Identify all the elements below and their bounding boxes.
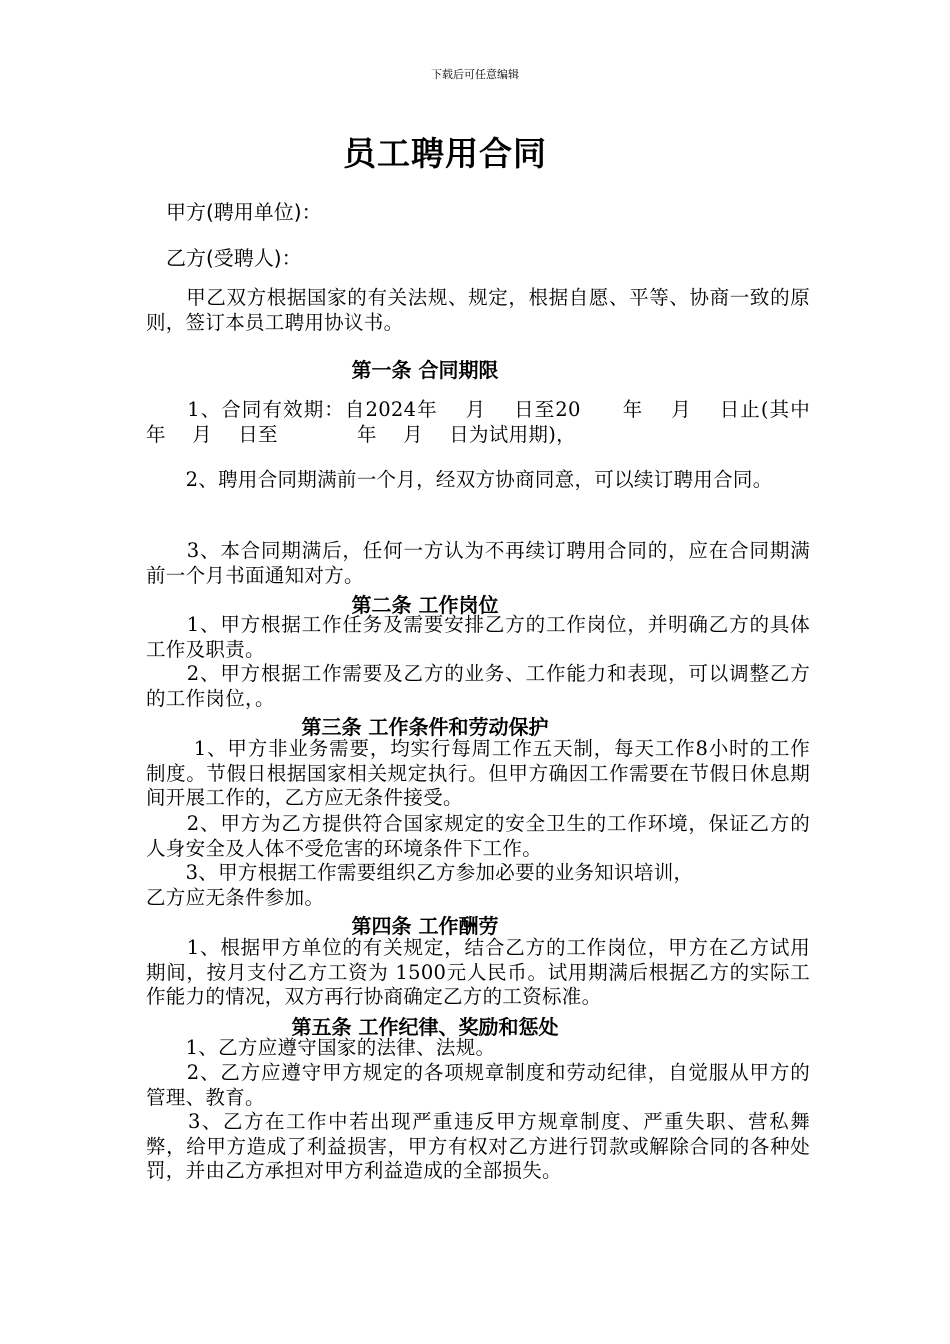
section-5-clause-3: 3、乙方在工作中若出现严重违反甲方规章制度、严重失职、营私舞弊，给甲方造成了利益损害，甲方有权对乙方进行罚款或解除合同的各种处罚，并由乙方承担对甲方利益造成的全部损失。: [146, 1110, 810, 1182]
section-2-title: 第二条 工作岗位: [351, 593, 499, 617]
party-b-line: 乙方(受聘人)：: [166, 246, 302, 270]
page-title: 员工聘用合同: [343, 134, 547, 173]
section-4-title: 第四条 工作酬劳: [351, 914, 499, 938]
section-3-clause-2: 2、甲方为乙方提供符合国家规定的安全卫生的工作环境，保证乙方的人身安全及人体不受危害的环境条件下工作。: [146, 812, 810, 860]
section-5-clause-2: 2、乙方应遵守甲方规定的各项规章制度和劳动纪律，自觉服从甲方的管理、教育。: [146, 1061, 810, 1109]
section-3-clause-3-cont: 乙方应无条件参加。: [146, 886, 325, 909]
section-1-clause-3: 3、本合同期满后，任何一方认为不再续订聘用合同的，应在合同期满前一个月书面通知对方。: [146, 539, 810, 587]
header-note: 下载后可任意编辑: [431, 68, 519, 81]
section-4-clause-1: 1、根据甲方单位的有关规定，结合乙方的工作岗位，甲方在乙方试用期间，按月支付乙方工资为 1500元人民币。试用期满后根据乙方的实际工作能力的情况，双方再行协商确定乙方的工资标准。: [146, 936, 810, 1008]
section-3-clause-3: 3、甲方根据工作需要组织乙方参加必要的业务知识培训，: [146, 861, 694, 884]
section-5-clause-1: 1、乙方应遵守国家的法律、法规。: [146, 1036, 496, 1059]
section-3-clause-1: 1、甲方非业务需要，均实行每周工作五天制，每天工作8小时的工作制度。节假日根据国家相关规定执行。但甲方确因工作需要在节假日休息期间开展工作的，乙方应无条件接受。: [146, 737, 810, 809]
section-2-clause-1: 1、甲方根据工作任务及需要安排乙方的工作岗位，并明确乙方的具体工作及职责。: [146, 613, 810, 661]
intro-paragraph: 甲乙双方根据国家的有关法规、规定，根据自愿、平等、协商一致的原则，签订本员工聘用协议书。: [146, 286, 810, 334]
section-1-title: 第一条 合同期限: [351, 358, 499, 382]
section-1-clause-2: 2、聘用合同期满前一个月，经双方协商同意，可以续订聘用合同。: [146, 468, 773, 491]
section-2-clause-2: 2、甲方根据工作需要及乙方的业务、工作能力和表现，可以调整乙方的工作岗位，。: [146, 662, 810, 710]
section-1-clause-1: 1、合同有效期：自2024年 月 日至20 年 月 日止(其中 年 月 日至 年 月 日为试用期)，: [146, 398, 870, 446]
party-a-line: 甲方(聘用单位)：: [166, 200, 322, 224]
section-3-title: 第三条 工作条件和劳动保护: [301, 715, 549, 739]
section-5-title: 第五条 工作纪律、奖励和惩处: [291, 1015, 559, 1039]
